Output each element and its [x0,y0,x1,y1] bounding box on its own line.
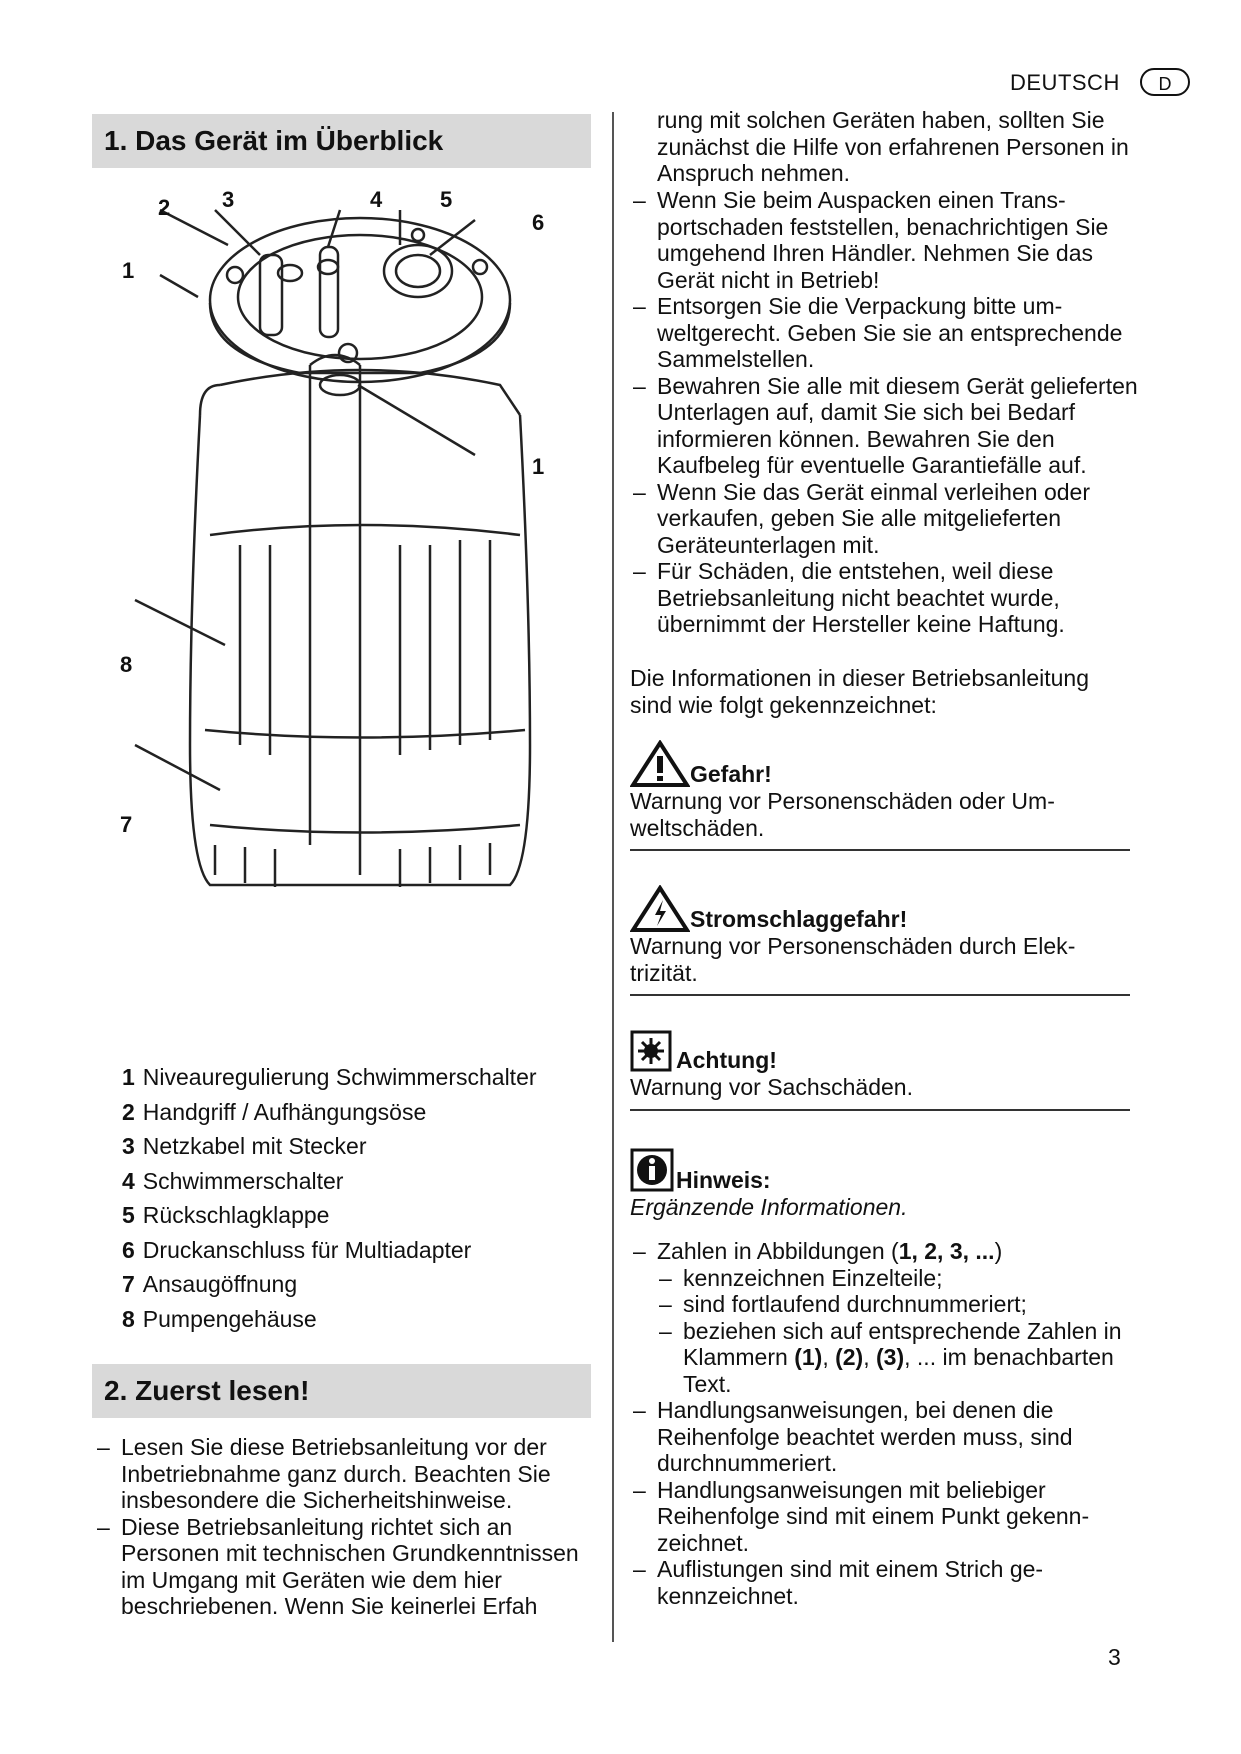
notice-caution-title: Achtung! [676,1047,777,1073]
notice-electric [630,885,1130,996]
legend-item: 5 Rückschlagklappe [122,1202,330,1228]
figure-label-4: 4 [370,187,383,212]
list-item: – Auflistungen sind mit einem Strich gekennzeichnet. [633,1556,1138,1609]
legend-item: 6 Druckanschluss für Multiadapter [122,1236,472,1263]
section-2-list [97,1434,597,1620]
caution-square-icon [630,1030,674,1074]
list-item: – Wenn Sie das Gerät einmal verleihen oder verkaufen, geben Sie alle mitgelieferten Geräteunterlagen mit. [633,479,1138,559]
notice-info-desc: Ergänzende Informationen. [630,1194,908,1220]
notice-danger-desc: Warnung vor Personenschäden oder Umweltschäden. [630,788,1055,841]
section-1-title: 1. Das Gerät im Überblick [92,114,591,168]
parts-legend [122,1060,537,1336]
list-item: – Entsorgen Sie die Verpackung bitte umweltgerecht. Geben Sie sie an entsprechende Sammelstellen. [633,293,1138,373]
figure-label-6: 6 [532,210,545,235]
notice-caution [630,1030,1130,1111]
notice-divider [630,994,1130,996]
sub-list-item: – kennzeichnen Einzelteile; [659,1265,1138,1292]
sub-list-item: – sind fortlaufend durchnummeriert; [659,1291,1138,1318]
legend-item: 2 Handgriff / Aufhängungsöse [122,1098,427,1125]
language-badge: D [1140,68,1190,96]
list-item: – Für Schäden, die entstehen, weil diese Betriebsanleitung nicht beachtet wurde, übernimmt der Hersteller keine Haftung. [633,558,1138,638]
list-item: – Zahlen in Abbildungen (1, 2, 3, ...) [633,1238,1138,1265]
notice-electric-title: Stromschlaggefahr! [690,906,908,932]
page-number: 3 [1108,1644,1121,1670]
notice-divider [630,1109,1130,1111]
notice-danger-title: Gefahr! [690,761,772,787]
legend-item: 3 Netzkabel mit Stecker [122,1133,367,1159]
notice-info-title: Hinweis: [676,1167,771,1193]
notice-info [630,1148,1130,1221]
warning-triangle-icon [630,740,690,788]
legend-item: 4 Schwimmerschalter [122,1167,344,1194]
safety-list [633,187,1138,638]
notice-divider [630,849,1130,851]
list-item: – Diese Betriebsanleitung richtet sich an Personen mit technischen Grundkenntnissen im Umgang mit Geräten wie dem hier beschriebenen. Wenn Sie keinerlei Erfah [97,1514,597,1620]
intro-text: Die Informationen in dieser Betriebsanleitung sind wie folgt gekennzeichnet: [630,665,1089,718]
list-item: – Bewahren Sie alle mit diesem Gerät gelieferten Unterlagen auf, damit Sie sich bei Bedarf informieren können. Bewahren Sie den Kaufbeleg für eventuelle Garantiefälle auf. [633,373,1138,479]
section-2-title: 2. Zuerst lesen! [92,1364,591,1418]
legend-item: 8 Pumpengehäuse [122,1305,317,1332]
info-icon [630,1148,676,1194]
legend-item: 1 Niveauregulierung Schwimmerschalter [122,1064,537,1090]
figure-label-2: 2 [158,195,171,220]
figure-label-3: 3 [222,187,235,212]
list-item: – Handlungsanweisungen mit beliebiger Reihenfolge sind mit einem Punkt gekennzeichnet. [633,1477,1138,1557]
electric-shock-icon [630,885,690,933]
figure-label-1: 1 [122,258,135,283]
figure-label-7: 7 [120,812,133,837]
notice-caution-desc: Warnung vor Sachschäden. [630,1074,913,1100]
continuation-text: rung mit solchen Geräten haben, sollten Sie zunächst die Hilfe von erfahrenen Personen in Anspruch nehmen. [657,107,1129,186]
pump-illustration [100,185,580,1045]
list-item: – Lesen Sie diese Betriebsanleitung vor der Inbetriebnahme ganz durch. Beachten Sie insbesondere die Sicherheitshinweise. [97,1434,597,1514]
notice-danger [630,740,1130,851]
column-divider [612,112,614,1642]
figure-label-5: 5 [440,187,453,212]
legend-item: 7 Ansaugöffnung [122,1271,298,1297]
pump-drawing [135,210,530,887]
notice-electric-desc: Warnung vor Personenschäden durch Elektrizität. [630,933,1076,986]
figure-label-8: 8 [120,652,133,677]
sub-list-item: – beziehen sich auf entsprechende Zahlen in Klammern (1), (2), (3), ... im benachbarten Text. [659,1318,1138,1398]
list-item: – Handlungsanweisungen, bei denen die Reihenfolge beachtet werden muss, sind durchnummeriert. [633,1397,1138,1477]
language-label: DEUTSCH [1010,70,1120,95]
conventions-list [633,1238,1138,1609]
figure-label-1b: 1 [532,454,545,479]
list-item: – Wenn Sie beim Auspacken einen Transportschaden feststellen, benachrichtigen Sie umgehend Ihren Händler. Nehmen Sie das Gerät nicht in Betrieb! [633,187,1138,293]
